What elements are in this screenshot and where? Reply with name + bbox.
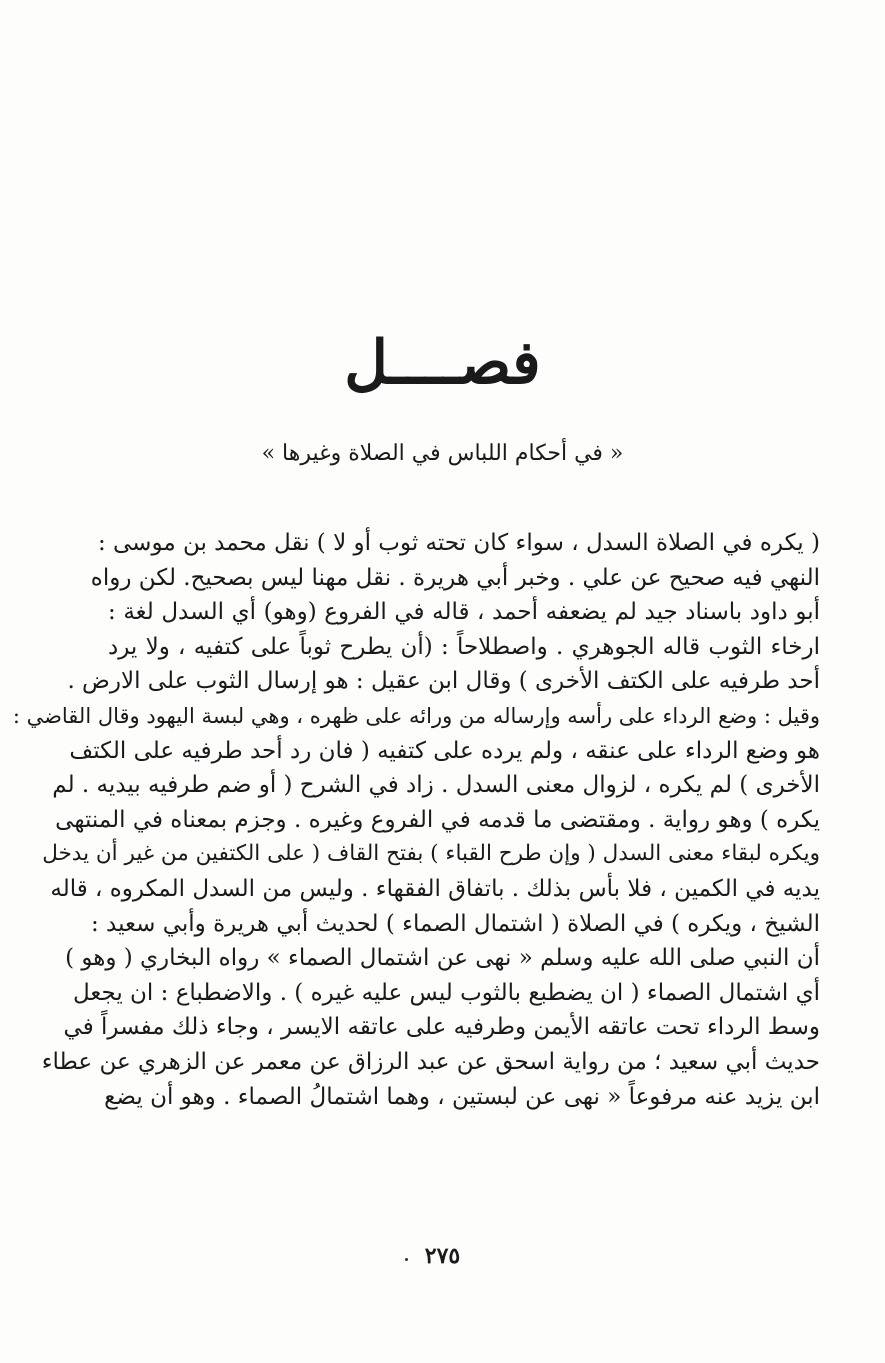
text-line: حديث أبي سعيد ؛ من رواية اسحق عن عبد الرزاق عن معمر عن الزهري عن عطاء bbox=[41, 1048, 820, 1075]
chapter-subtitle: « في أحكام اللباس في الصلاة وغيرها » bbox=[261, 441, 624, 466]
text-line: يديه في الكمين ، فلا بأس بذلك . باتفاق الفقهاء . وليس من السدل المكروه ، قاله bbox=[50, 875, 820, 902]
text-line: ابن يزيد عنه مرفوعاً « نهى عن لبستين ، وهما اشتمالُ الصماء . وهو أن يضع bbox=[104, 1083, 820, 1110]
text-line: يكره ) وهو رواية . ومقتضى ما قدمه في الفروع وغيره . وجزم بمعناه في المنتهى bbox=[55, 806, 820, 833]
text-line: هو وضع الرداء على عنقه ، ولم يرده على كتفيه ( فان رد أحد طرفيه على الكتف bbox=[69, 737, 820, 764]
text-line: الشيخ ، ويكره ) في الصلاة ( اشتمال الصماء ) لحديث أبي هريرة وأبي سعيد : bbox=[90, 910, 820, 937]
text-line: أحد طرفيه على الكتف الأخرى ) وقال ابن عقيل : هو إرسال الثوب على الارض . bbox=[67, 668, 820, 695]
text-line: أبو داود باسناد جيد لم يضعفه أحمد ، قاله في الفروع (وهو) أي السدل لغة : bbox=[108, 599, 820, 626]
text-line: أن النبي صلى الله عليه وسلم « نهى عن اشتمال الصماء » رواه البخاري ( وهو ) bbox=[65, 945, 820, 972]
text-line: ويكره لبقاء معنى السدل ( وإن طرح القباء ) بفتح القاف ( على الكتفين من غير أن يدخل bbox=[42, 841, 820, 867]
page-number: ٢٧٥ bbox=[424, 1243, 461, 1269]
text-line: النهي فيه صحيح عن علي . وخبر أبي هريرة . نقل مهنا ليس بصحيح. لكن رواه bbox=[90, 564, 820, 591]
text-line: وسط الرداء تحت عاتقه الأيمن وطرفيه على عاتقه الايسر ، وجاء ذلك مفسراً في bbox=[63, 1014, 820, 1041]
text-line: وقيل : وضع الرداء على رأسه وإرساله من ورائه على ظهره ، وهي لبسة اليهود وقال القاضي : bbox=[12, 703, 820, 728]
chapter-title: فصــــل bbox=[344, 328, 541, 398]
text-line: أي اشتمال الصماء ( ان يضطبع بالثوب ليس عليه غيره ) . والاضطباع : ان يجعل bbox=[72, 979, 820, 1006]
text-line: ارخاء الثوب قاله الجوهري . واصطلاحاً : (أن يطرح ثوباً على كتفيه ، ولا يرد bbox=[108, 633, 820, 660]
text-line: ( يكره في الصلاة السدل ، سواء كان تحته ثوب أو لا ) نقل محمد بن موسى : bbox=[97, 530, 820, 556]
text-line: الأخرى ) لم يكره ، لزوال معنى السدل . زاد في الشرح ( أو ضم طرفيه بيديه . لم bbox=[52, 772, 820, 799]
body-text bbox=[12, 526, 820, 1226]
